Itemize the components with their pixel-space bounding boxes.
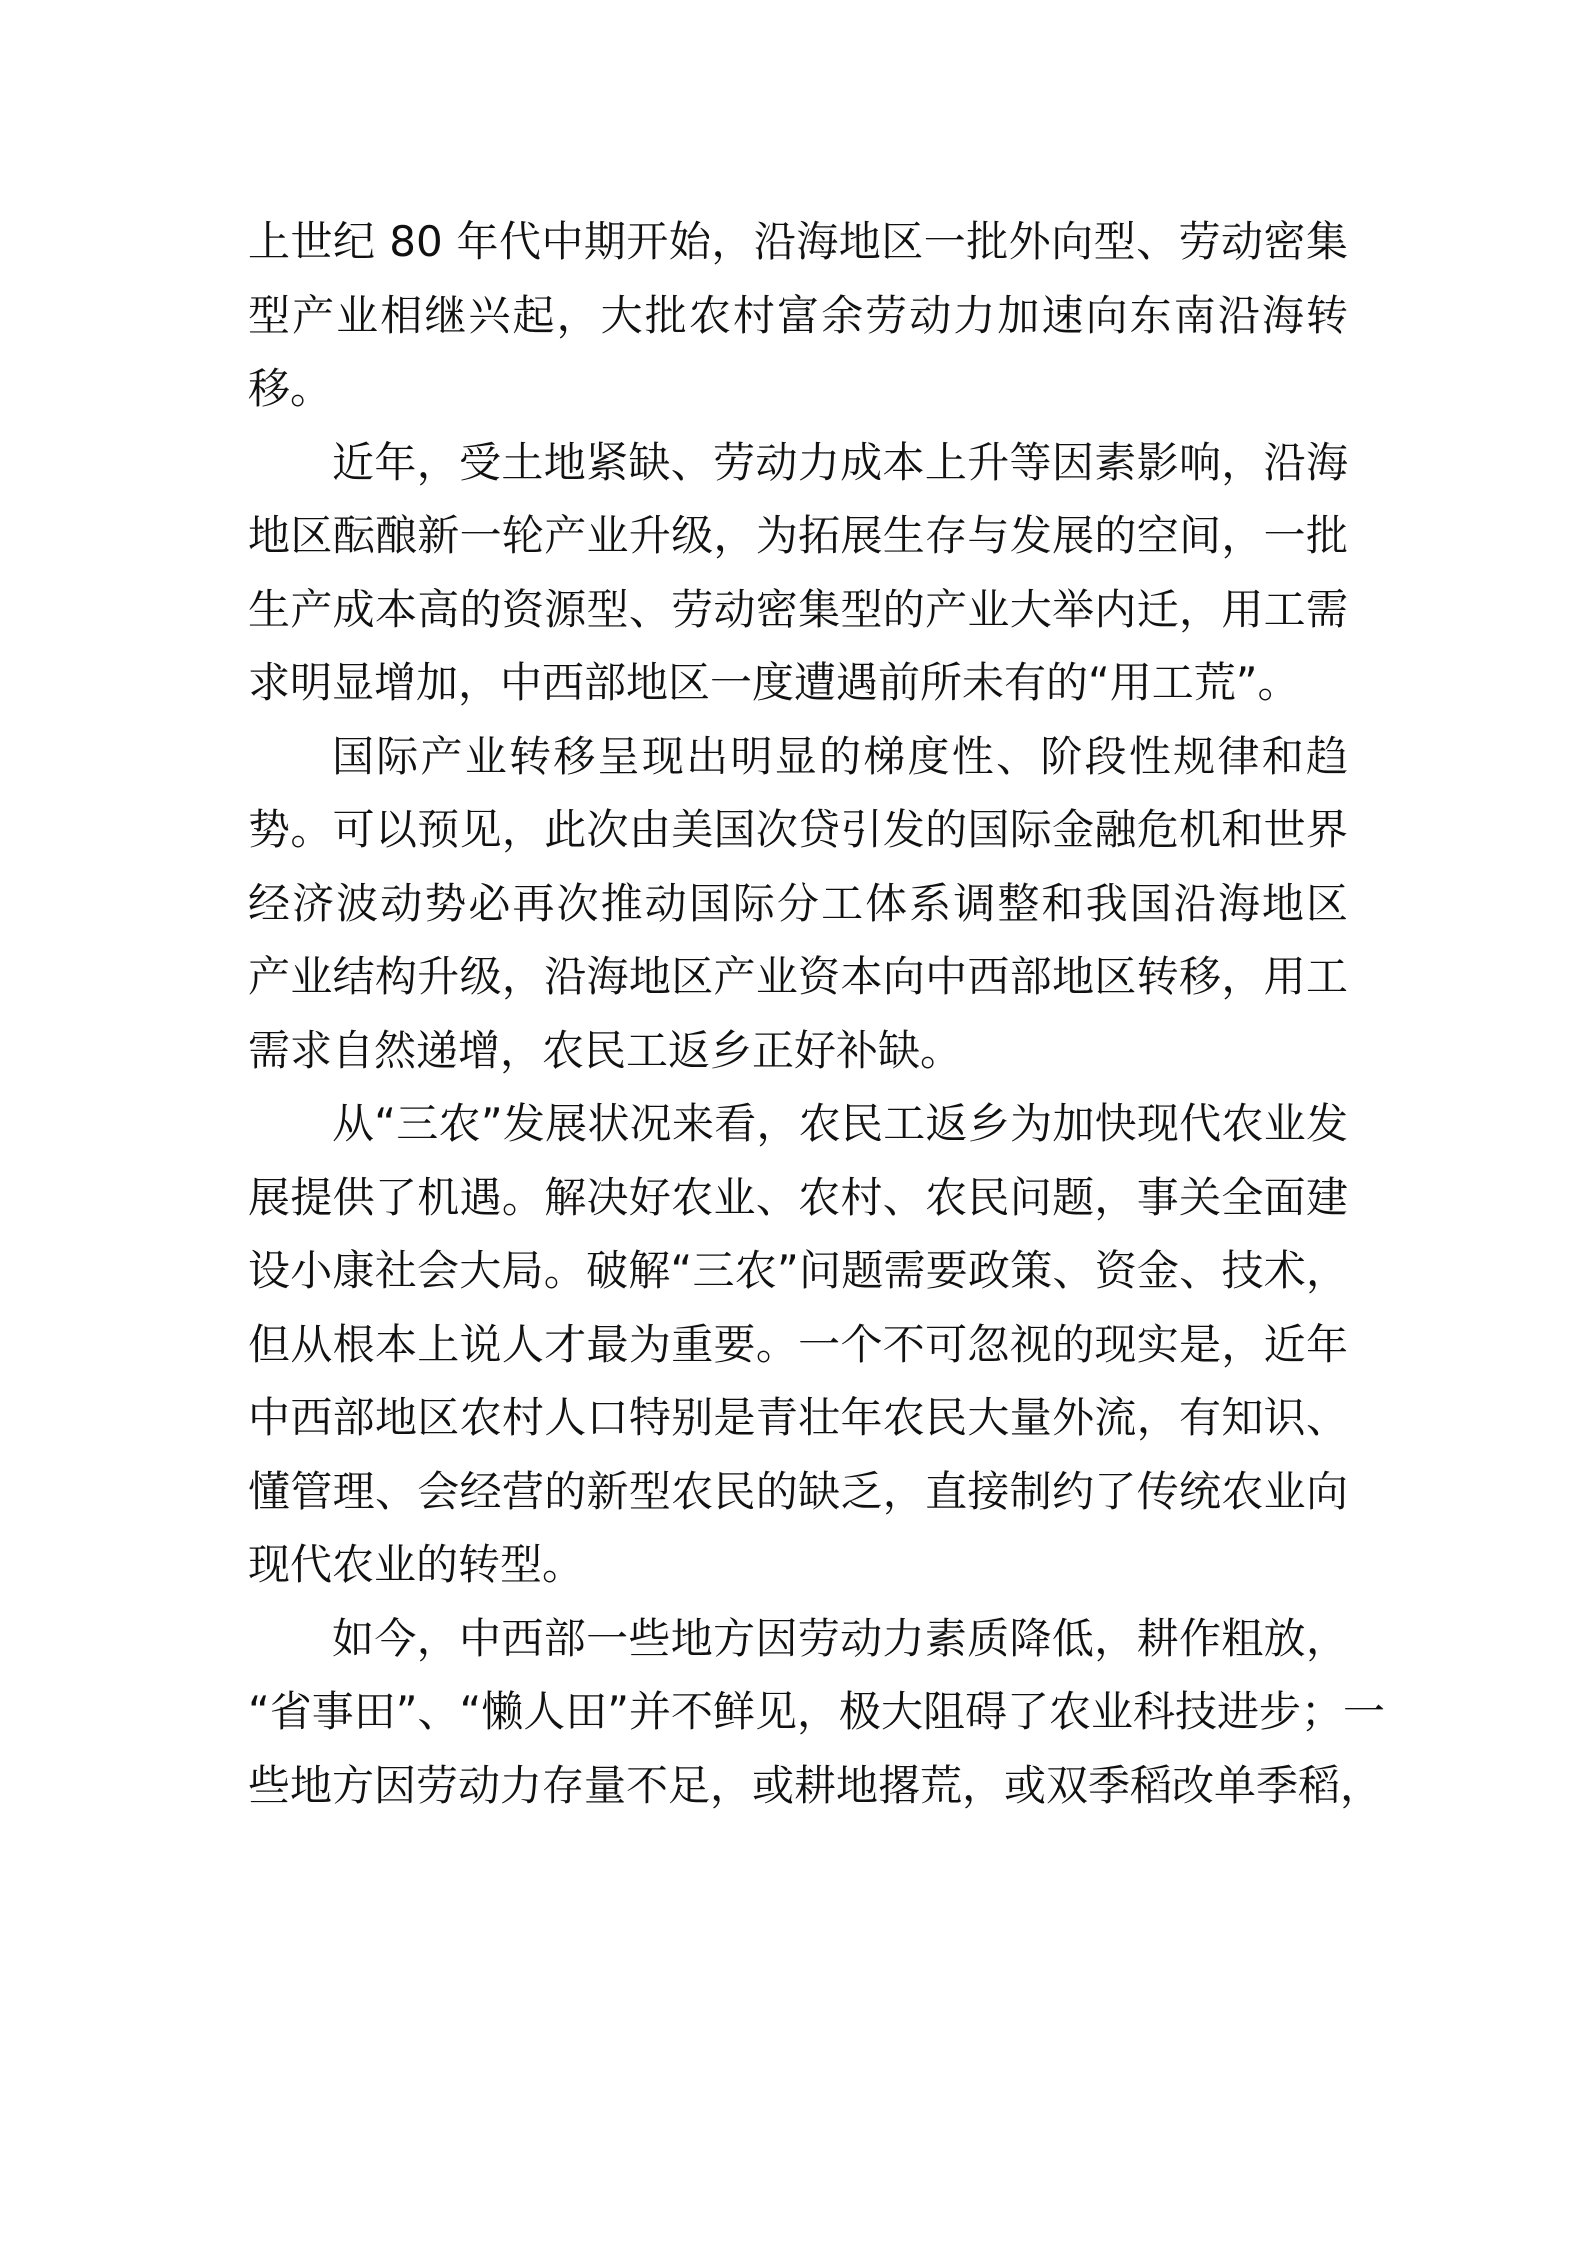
text-line: 懂管理、会经营的新型农民的缺乏，直接制约了传统农业向 <box>248 1466 1348 1516</box>
paragraph <box>248 426 1348 720</box>
text-line: 中西部地区农村人口特别是青壮年农民大量外流，有知识、 <box>248 1393 1348 1442</box>
text-line: 设小康社会大局。破解“三农”问题需要政策、资金、技术， <box>248 1246 1348 1295</box>
paragraph <box>248 1087 1348 1602</box>
text-line: 势。可以预见，此次由美国次贷引发的国际金融危机和世界 <box>248 805 1348 854</box>
paragraph <box>248 205 1348 426</box>
text-line: 移。 <box>248 364 333 413</box>
text-line: “省事田”、“懒人田”并不鲜见，极大阻碍了农业科技进步；一 <box>248 1687 1386 1736</box>
text-line: 产业结构升级，沿海地区产业资本向中西部地区转移，用工 <box>248 952 1348 1001</box>
text-line: 近年，受土地紧缺、劳动力成本上升等因素影响，沿海 <box>332 437 1348 487</box>
text-line: 求明显增加，中西部地区一度遭遇前所未有的“用工荒”。 <box>248 658 1300 707</box>
text-line: 现代农业的转型。 <box>248 1540 585 1589</box>
text-line: 从“三农”发展状况来看，农民工返乡为加快现代农业发 <box>332 1099 1348 1148</box>
text-line: 如今，中西部一些地方因劳动力素质降低，耕作粗放， <box>332 1613 1348 1663</box>
text-line: 需求自然递增，农民工返乡正好补缺。 <box>248 1025 963 1075</box>
body-text <box>248 205 1386 1822</box>
text-line: 些地方因劳动力存量不足，或耕地撂荒，或双季稻改单季稻， <box>248 1760 1383 1810</box>
text-line: 上世纪 80 年代中期开始，沿海地区一批外向型、劳动密集 <box>248 217 1348 266</box>
paragraph <box>248 1602 1386 1823</box>
text-line: 经济波动势必再次推动国际分工体系调整和我国沿海地区 <box>248 878 1348 928</box>
text-line: 型产业相继兴起，大批农村富余劳动力加速向东南沿海转 <box>248 290 1348 340</box>
text-line: 国际产业转移呈现出明显的梯度性、阶段性规律和趋 <box>332 731 1348 781</box>
text-line: 但从根本上说人才最为重要。一个不可忽视的现实是，近年 <box>248 1319 1348 1369</box>
text-line: 展提供了机遇。解决好农业、农村、农民问题，事关全面建 <box>248 1172 1348 1222</box>
text-line: 生产成本高的资源型、劳动密集型的产业大举内迁，用工需 <box>248 584 1348 634</box>
paragraph <box>248 720 1348 1088</box>
text-line: 地区酝酿新一轮产业升级，为拓展生存与发展的空间，一批 <box>248 511 1348 560</box>
